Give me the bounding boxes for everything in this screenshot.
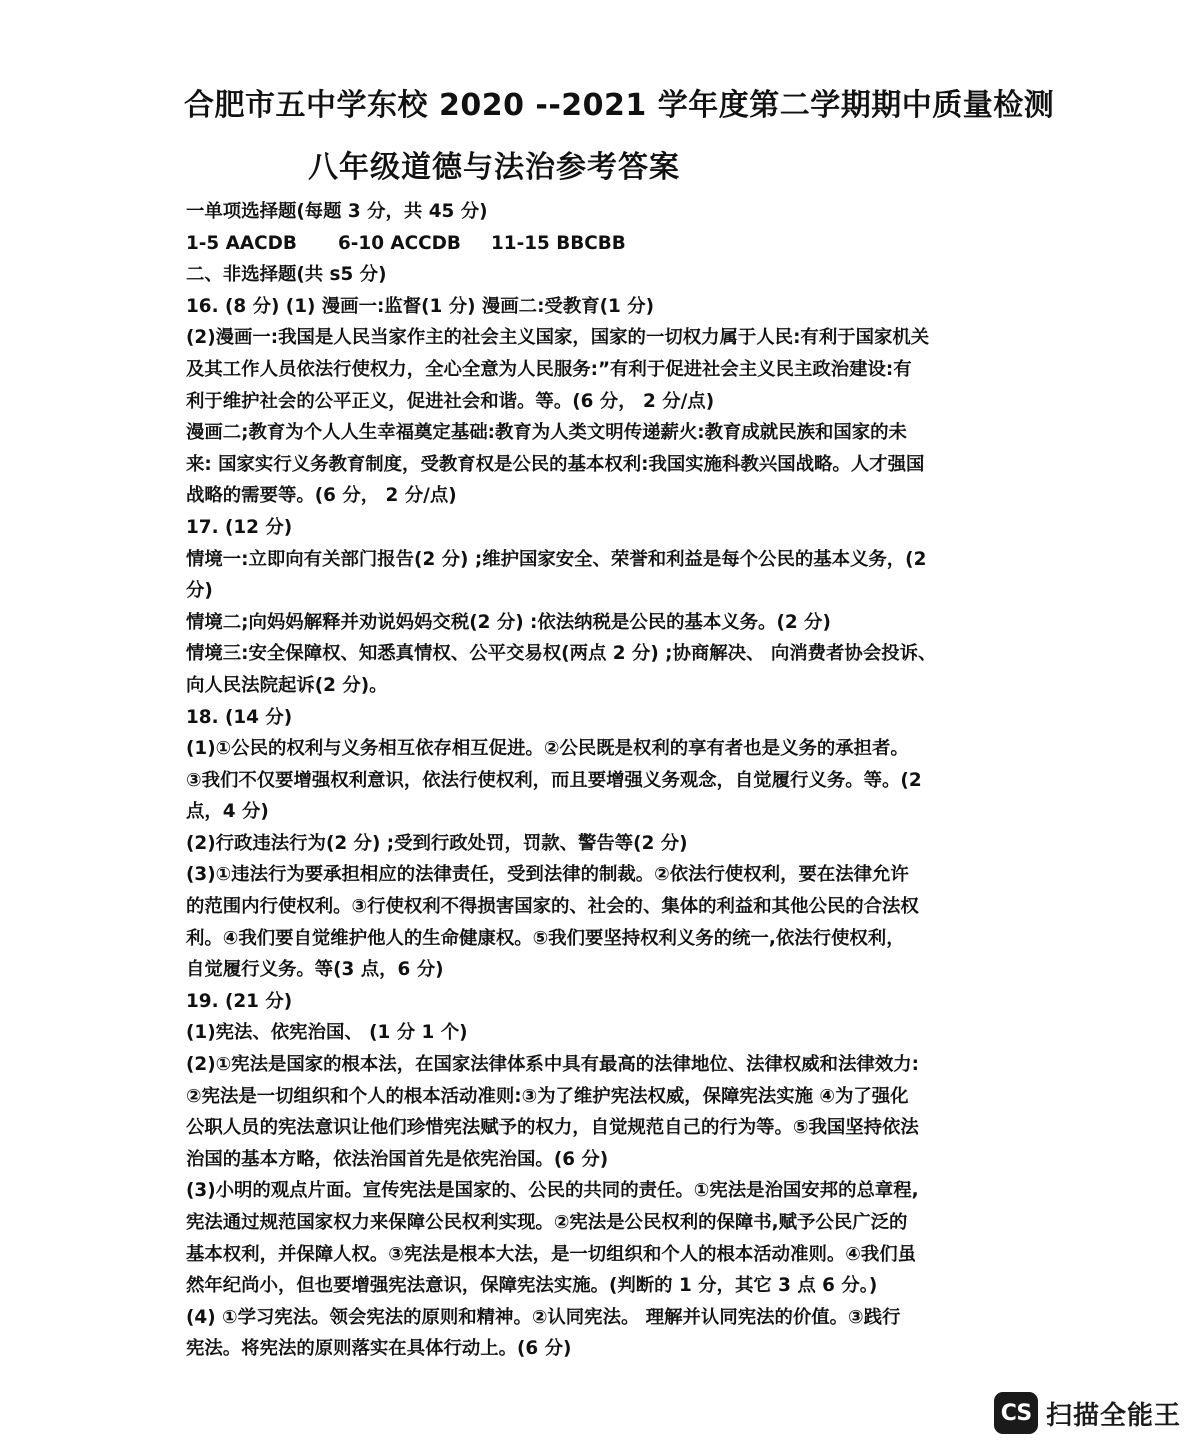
watermark-app-name: 扫描全能王 <box>1046 1400 1182 1431</box>
text-line: 战略的需要等。(6 分， 2 分/点) <box>186 485 457 507</box>
text-line: 来: 国家实行义务教育制度，受教育权是公民的基本权利:我国实施科教兴国战略。人才强国 <box>186 453 925 475</box>
answer-group-11-15: 11-15 BBCBB <box>491 232 626 254</box>
text-line: 然年纪尚小，但也要增强宪法意识，保障宪法实施。(判断的 1 分，其它 3 点 6 分。) <box>186 1275 878 1297</box>
text-line: (2)行政违法行为(2 分) ;受到行政处罚，罚款、警告等(2 分) <box>186 832 688 854</box>
text-line: 公职人员的宪法意识让他们珍惜宪法赋予的权力，自觉规范自己的行为等。⑤我国坚持依法 <box>186 1117 919 1139</box>
camscanner-logo-icon: CS <box>994 1392 1038 1434</box>
text-line: 宪法通过规范国家权力来保障公民权利实现。②宪法是公民权利的保障书,赋予公民广泛的 <box>186 1212 908 1233</box>
text-line: 情境三:安全保障权、知悉真情权、公平交易权(两点 2 分) ;协商解决、 向消费者协会投诉、 <box>186 643 937 665</box>
answer-group-6-10: 6-10 ACCDB <box>338 232 461 254</box>
text-line: (1)宪法、依宪治国、 (1 分 1 个) <box>186 1022 468 1044</box>
text-line: 利于维护社会的公平正义，促进社会和谐。等。(6 分， 2 分/点) <box>186 390 715 412</box>
answer-group-1-5: 1-5 AACDB <box>186 232 297 254</box>
text-line: 17. (12 分) <box>186 516 293 538</box>
text-line: ③我们不仅要增强权利意识，依法行使权利，而且要增强义务观念，自觉履行义务。等。(2 <box>186 769 922 791</box>
text-line: 宪法。将宪法的原则落实在具体行动上。(6 分) <box>186 1338 572 1360</box>
text-line: 情境二;向妈妈解释并劝说妈妈交税(2 分) :依法纳税是公民的基本义务。(2 分) <box>186 611 831 633</box>
text-line: 自觉履行义务。等(3 点，6 分) <box>186 959 444 981</box>
text-line: (2)漫画一:我国是人民当家作主的社会主义国家，国家的一切权力属于人民:有利于国家机关 <box>186 327 930 349</box>
text-line: (2)①宪法是国家的根本法，在国家法律体系中具有最高的法律地位、法律权威和法律效力: <box>186 1054 919 1076</box>
text-line: (3)小明的观点片面。宣传宪法是国家的、公民的共同的责任。①宪法是治国安邦的总章程, <box>186 1180 919 1202</box>
camscanner-watermark <box>994 1391 1181 1435</box>
text-line: 及其工作人员依法行使权力，全心全意为人民服务:”有利于促进社会主义民主政治建设:有 <box>186 358 912 380</box>
section-heading-choice: 一单项选择题(每题 3 分，共 45 分) <box>186 201 488 222</box>
text-line: 分) <box>186 580 213 602</box>
text-line: 基本权利，并保障人权。③宪法是根本大法，是一切组织和个人的根本活动准则。④我们虽 <box>186 1243 916 1265</box>
text-line: 18. (14 分) <box>186 706 293 728</box>
text-line: ②宪法是一切组织和个人的根本活动准则:③为了维护宪法权威，保障宪法实施 ④为了强化 <box>186 1085 909 1107</box>
answer-lines <box>186 259 1022 1365</box>
text-line: (1)①公民的权利与义务相互依存相互促进。②公民既是权利的享有者也是义务的承担者。 <box>186 738 909 760</box>
answer-body <box>186 196 1022 1365</box>
text-line: 点，4 分) <box>186 801 269 823</box>
text-line: 19. (21 分) <box>186 990 293 1012</box>
text-line: 16. (8 分) (1) 漫画一:监督(1 分) 漫画二:受教育(1 分) <box>186 295 655 317</box>
document-subtitle: 八年级道德与法治参考答案 <box>308 150 680 185</box>
text-line: 向人民法院起诉(2 分)。 <box>186 674 388 696</box>
text-line: 二、非选择题(共 s5 分) <box>186 264 387 286</box>
text-line: 利。④我们要自觉维护他人的生命健康权。⑤我们要坚持权利义务的统一,依法行使权利， <box>186 927 905 949</box>
choice-answers-row <box>186 228 1022 260</box>
text-line: 治国的基本方略，依法治国首先是依宪治国。(6 分) <box>186 1148 609 1170</box>
text-line: (3)①违法行为要承担相应的法律责任，受到法律的制裁。②依法行使权利，要在法律允许 <box>186 864 909 886</box>
text-line: 情境一:立即向有关部门报告(2 分) ;维护国家安全、荣誉和利益是每个公民的基本义务，(2 <box>186 548 927 570</box>
text-line: 漫画二;教育为个人人生幸福奠定基础:教育为人类文明传递薪火:教育成就民族和国家的未 <box>186 422 907 444</box>
text-line: (4) ①学习宪法。领会宪法的原则和精神。②认同宪法。 理解并认同宪法的价值。③践行 <box>186 1306 901 1328</box>
document-title: 合肥市五中学东校 2020 --2021 学年度第二学期期中质量检测 <box>184 88 1055 123</box>
text-line: 的范围内行使权利。③行使权利不得损害国家的、社会的、集体的利益和其他公民的合法权 <box>186 896 919 918</box>
